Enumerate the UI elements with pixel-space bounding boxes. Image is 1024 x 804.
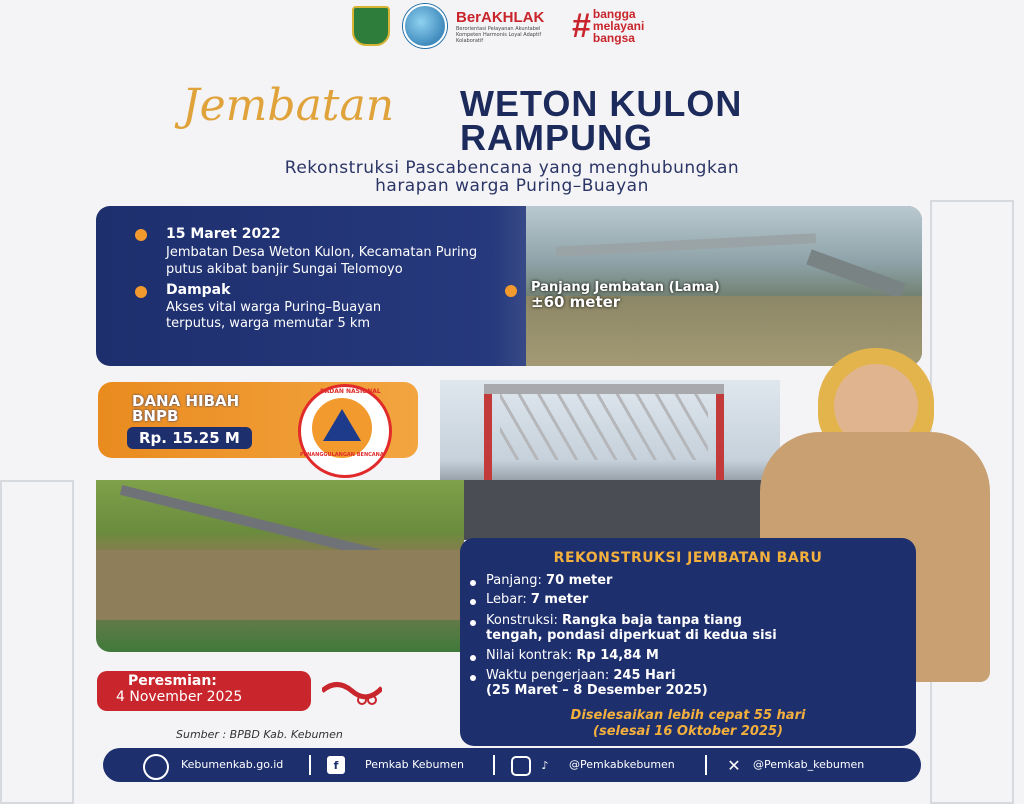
subtitle-line1: Rekonstruksi Pascabencana yang menghubungkan — [284, 158, 740, 178]
footer-separator — [705, 755, 707, 775]
duration-row — [486, 668, 676, 684]
source-note: Sumber : BPBD Kab. Kebumen — [176, 728, 343, 741]
old-length-value: ±60 meter — [531, 293, 621, 311]
completion-note-1: Diselesaikan lebih cepat 55 hari — [570, 708, 806, 723]
length-row — [486, 573, 612, 589]
duration-range: (25 Maret – 8 Desember 2025) — [486, 683, 708, 698]
inauguration-date: 4 November 2025 — [116, 689, 243, 705]
completion-note-2: (selesai 16 Oktober 2025) — [593, 724, 783, 739]
inauguration-label: Peresmian: — [128, 673, 217, 689]
impact-title: Dampak — [166, 282, 231, 298]
bullet-icon — [470, 580, 476, 586]
berakhlak-tagline: Berorientasi Pelayanan Akuntabel Kompeten Harmonis Loyal Adaptif Kolaboratif — [456, 25, 542, 44]
contract-label: Nilai kontrak: — [486, 648, 577, 663]
berakhlak-logo — [456, 8, 566, 44]
construction-row — [486, 613, 742, 629]
footer-website[interactable]: Kebumenkab.go.id — [181, 758, 284, 771]
footer-x[interactable]: @Pemkab_kebumen — [753, 758, 865, 771]
length-label: Panjang: — [486, 573, 547, 588]
x-icon: ✕ — [727, 755, 741, 775]
bnpb-logo-bottom-text: PENANGGULANGAN BENCANA — [300, 452, 384, 458]
bangga-text-3: bangsa — [592, 31, 635, 45]
impact-desc-2: terputus, warga memutar 5 km — [166, 316, 371, 331]
kebumen-emblem — [352, 8, 390, 44]
footer-facebook[interactable]: Pemkab Kebumen — [365, 758, 464, 771]
event-desc-2: putus akibat banjir Sungai Telomoyo — [166, 262, 403, 277]
new-bridge-photo — [440, 380, 780, 540]
contract-value: Rp 14,84 M — [576, 648, 659, 663]
event-date: 15 Maret 2022 — [166, 226, 281, 242]
crane-silhouette-left — [0, 480, 74, 804]
tiktok-icon: ♪ — [541, 758, 549, 772]
title-script: Jembatan — [182, 80, 395, 131]
bullet-icon — [505, 285, 517, 297]
bullet-icon — [135, 286, 147, 298]
event-desc-1: Jembatan Desa Weton Kulon, Kecamatan Puring — [166, 245, 478, 260]
bullet-icon — [470, 655, 476, 661]
subtitle-line2: harapan warga Puring–Buayan — [375, 176, 649, 196]
globe-icon — [143, 754, 169, 780]
duration-value: 245 Hari — [613, 668, 676, 683]
bangga-melayani-logo — [572, 8, 644, 44]
bangga-text-1: bangga — [592, 7, 636, 21]
footer-separator — [309, 755, 311, 775]
contract-row — [486, 648, 659, 664]
width-value: 7 meter — [530, 592, 589, 607]
grant-label-2: BNPB — [132, 407, 179, 425]
bullet-icon — [470, 599, 476, 605]
title-line1: WETON KULON — [460, 83, 743, 124]
instagram-icon — [511, 756, 531, 776]
globe-logo — [403, 8, 447, 44]
footer-instagram[interactable]: @Pemkabkebumen — [569, 758, 675, 771]
ribbon-scissors-icon — [322, 676, 382, 706]
bullet-icon — [135, 229, 147, 241]
reconstruction-heading: REKONSTRUKSI JEMBATAN BARU — [553, 550, 823, 566]
bnpb-logo — [298, 384, 392, 478]
bnpb-logo-top-text: BADAN NASIONAL — [320, 388, 381, 395]
bullet-icon — [470, 675, 476, 681]
duration-label: Waktu pengerjaan: — [486, 668, 614, 683]
construction-label: Konstruksi: — [486, 613, 562, 628]
hash-icon: # — [572, 7, 591, 45]
footer-separator — [493, 755, 495, 775]
berakhlak-text: BerAKHLAK — [456, 8, 545, 26]
title-line2: RAMPUNG — [460, 117, 653, 158]
old-length-label: Panjang Jembatan (Lama) — [531, 280, 720, 295]
impact-desc-1: Akses vital warga Puring–Buayan — [166, 300, 382, 315]
width-label: Lebar: — [486, 592, 531, 607]
construction-value-2: tengah, pondasi diperkuat di kedua sisi — [486, 628, 777, 643]
grant-amount: Rp. 15.25 M — [127, 427, 252, 449]
bangga-text-2: melayani — [592, 19, 645, 33]
grant-label-1: DANA HIBAH — [132, 392, 240, 410]
aerial-bridge-photo — [96, 480, 464, 652]
footer-bar — [103, 748, 921, 782]
width-row — [486, 592, 588, 608]
construction-value-1: Rangka baja tanpa tiang — [561, 613, 742, 628]
length-value: 70 meter — [546, 573, 613, 588]
facebook-icon: f — [327, 756, 345, 774]
bullet-icon — [470, 620, 476, 626]
